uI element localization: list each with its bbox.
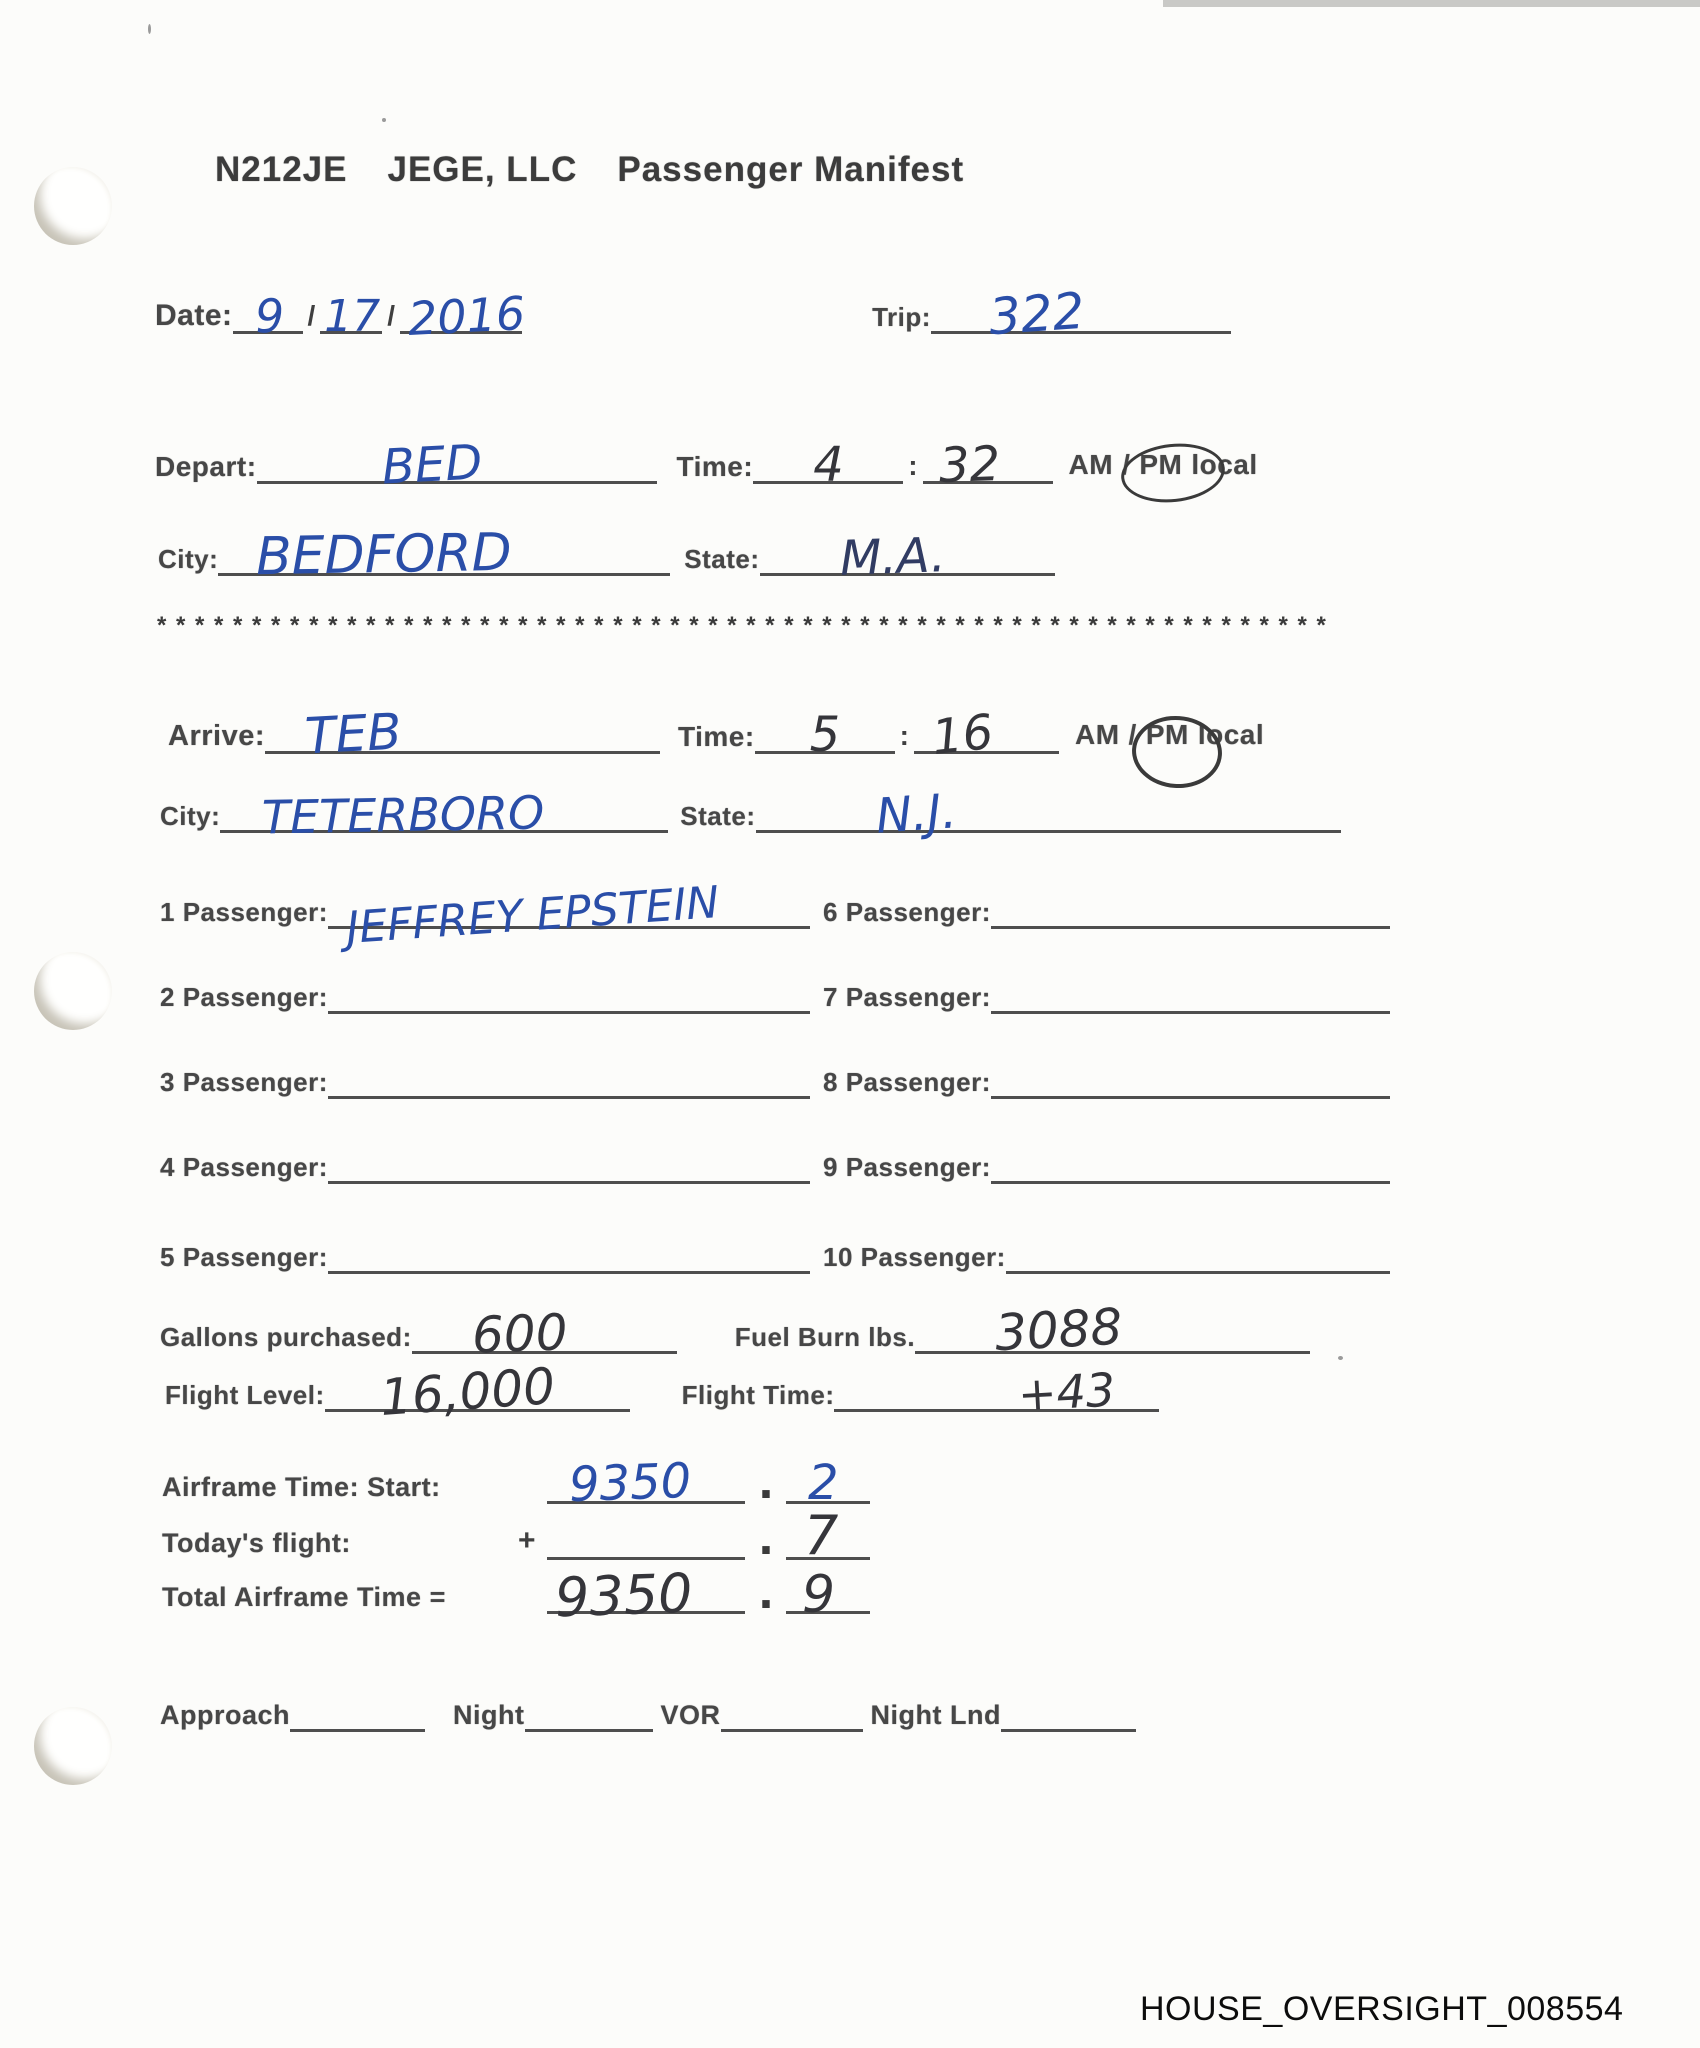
flight-time-value-field <box>1014 1362 1159 1422</box>
arrive-minute-field <box>914 703 1059 767</box>
fuel-burn-value: 3088 <box>993 1297 1124 1363</box>
local-label: local <box>1191 448 1258 480</box>
arrive-hour-field <box>755 707 895 763</box>
local-label: local <box>1197 718 1265 750</box>
flight-level-value: 16,000 <box>377 1356 557 1428</box>
passenger-word: Passenger: <box>182 1151 328 1182</box>
hole-punch <box>34 952 112 1030</box>
approach-field <box>290 1699 425 1732</box>
todays-flight-label: Today's flight: <box>162 1527 351 1558</box>
passenger-word: Passenger: <box>845 1066 991 1097</box>
scan-speck <box>148 24 151 34</box>
date-month-value: 9 <box>253 288 285 344</box>
date-trip-row <box>155 276 1231 347</box>
total-airframe-field <box>547 1561 745 1630</box>
passenger-7-label <box>823 981 991 1014</box>
time-colon: : <box>908 450 918 481</box>
depart-hour-field <box>753 437 903 493</box>
airframe-start-row <box>162 1452 962 1514</box>
passenger-slot-6 <box>823 888 1390 929</box>
scan-speck <box>382 118 386 122</box>
passenger-6-label <box>823 896 991 929</box>
total-airframe-label: Total Airframe Time = <box>162 1581 446 1612</box>
arrive-minute-value: 16 <box>929 703 996 767</box>
arrive-airport-field <box>265 702 660 766</box>
arrive-label: Arrive: <box>168 719 265 752</box>
flight-time-field <box>834 1371 1014 1412</box>
pm-label <box>1146 720 1189 754</box>
todays-flight-row <box>162 1504 962 1567</box>
airframe-start-field <box>547 1452 745 1514</box>
vor-label: VOR <box>660 1699 721 1730</box>
passenger-word: Passenger: <box>182 1241 328 1272</box>
passenger-4-label <box>160 1151 328 1184</box>
passenger-6-field <box>991 888 1390 929</box>
arrive-state-label: State: <box>680 800 756 831</box>
ampm-slash: / <box>1128 718 1137 750</box>
approach-label: Approach <box>160 1699 291 1730</box>
passenger-slot-4 <box>160 1143 810 1184</box>
depart-airport-field <box>257 434 657 496</box>
total-airframe-row <box>162 1561 962 1630</box>
pm-text: PM <box>1139 448 1183 480</box>
passenger-word: Passenger: <box>860 1241 1006 1272</box>
total-airframe-decimal-field <box>786 1565 870 1625</box>
ampm-slash: / <box>1122 448 1131 480</box>
depart-city-row <box>158 518 1055 588</box>
depart-label: Depart: <box>155 450 257 482</box>
pm-text: PM <box>1145 718 1189 750</box>
passenger-number: 1 <box>160 896 175 927</box>
arrive-hour-value: 5 <box>809 707 841 763</box>
passenger-number: 7 <box>823 981 838 1012</box>
passenger-10-field <box>1006 1233 1390 1274</box>
passenger-slot-8 <box>823 1058 1390 1099</box>
depart-minute-field <box>923 435 1053 495</box>
passenger-4-field <box>328 1143 810 1184</box>
passenger-1-label <box>160 896 328 929</box>
passenger-slot-3 <box>160 1058 810 1099</box>
passenger-10-label <box>823 1241 1006 1274</box>
passenger-3-label <box>160 1066 328 1099</box>
flight-level-label: Flight Level: <box>165 1379 325 1410</box>
gallons-purchased-field <box>412 1303 677 1365</box>
time-colon: : <box>899 720 909 751</box>
arrive-airport-value: TEB <box>303 702 403 766</box>
flight-time-label: Flight Time: <box>681 1379 835 1410</box>
trip-field <box>931 281 1231 347</box>
passenger-slot-9 <box>823 1143 1390 1184</box>
arrive-row <box>168 698 1265 767</box>
passenger-number: 10 <box>823 1241 853 1272</box>
depart-airport-value: BED <box>380 434 484 496</box>
passenger-3-field <box>328 1058 810 1099</box>
gallons-fuelburn-row <box>160 1297 1310 1365</box>
passenger-slot-7 <box>823 973 1390 1014</box>
arrive-time-label: Time: <box>678 720 755 752</box>
passenger-number: 6 <box>823 896 838 927</box>
todays-flight-decimal: 7 <box>804 1504 839 1567</box>
fuel-burn-field <box>915 1297 1310 1363</box>
night-field <box>525 1699 653 1732</box>
passenger-word: Passenger: <box>845 1151 991 1182</box>
passenger-slot-10 <box>823 1233 1390 1274</box>
date-slash: / <box>307 300 316 331</box>
depart-time-label: Time: <box>676 450 754 482</box>
passenger-word: Passenger: <box>182 981 328 1012</box>
passenger-word: Passenger: <box>845 981 991 1012</box>
flightlevel-flighttime-row <box>165 1356 1159 1428</box>
passenger-row-1-6 <box>160 877 1390 954</box>
trip-value: 322 <box>987 281 1087 347</box>
arrive-city-field <box>220 785 668 845</box>
date-day-field <box>320 291 382 342</box>
passenger-word: Passenger: <box>845 896 991 927</box>
passenger-row-2-7 <box>160 973 1390 1014</box>
passenger-slot-5 <box>160 1233 810 1274</box>
fuel-burn-label: Fuel Burn lbs. <box>734 1321 916 1352</box>
passenger-9-label <box>823 1151 991 1184</box>
gallons-purchased-label: Gallons purchased: <box>160 1321 412 1352</box>
passenger-number: 9 <box>823 1151 838 1182</box>
depart-row <box>155 428 1258 496</box>
flight-time-value: +43 <box>1017 1362 1117 1422</box>
arrive-city-label: City: <box>160 800 221 831</box>
depart-state-field <box>760 527 1055 587</box>
arrive-state-value: N.J. <box>873 783 958 845</box>
passenger-number: 2 <box>160 981 175 1012</box>
night-label: Night <box>453 1699 525 1730</box>
depart-city-label: City: <box>158 543 219 574</box>
passenger-number: 4 <box>160 1151 175 1182</box>
todays-flight-field <box>547 1519 745 1560</box>
hole-punch <box>34 167 112 245</box>
scan-speck <box>1338 1356 1343 1360</box>
asterisk-separator: * * * * * * * * * * * * * * * * * * * * * * * * * * * * * * * * * * * * * * * * * * * * * * * * * * * * * * * * * * * * * * <box>157 612 1328 639</box>
decimal-point: . <box>758 1459 774 1508</box>
arrive-ampm-group <box>1075 720 1264 754</box>
passenger-8-field <box>991 1058 1390 1099</box>
airframe-start-decimal: 2 <box>808 1455 839 1511</box>
passenger-word: Passenger: <box>182 1066 328 1097</box>
todays-flight-decimal-field <box>786 1504 870 1567</box>
landing-stats-row <box>160 1690 1136 1732</box>
passenger-row-5-10 <box>160 1233 1390 1274</box>
night-lnd-label: Night Lnd <box>870 1699 1001 1730</box>
date-year-value: 2016 <box>406 285 527 347</box>
passenger-number: 5 <box>160 1241 175 1272</box>
tail-number: N212JE <box>215 150 348 189</box>
passenger-number: 3 <box>160 1066 175 1097</box>
vor-field <box>721 1699 863 1732</box>
plus-sign: + <box>518 1524 536 1557</box>
depart-hour-value: 4 <box>813 437 844 493</box>
passenger-9-field <box>991 1143 1390 1184</box>
gallons-purchased-value: 600 <box>470 1303 569 1365</box>
total-airframe-decimal: 9 <box>802 1565 836 1625</box>
pm-label <box>1139 450 1182 484</box>
passenger-1-field <box>328 877 810 954</box>
date-month-field <box>233 288 303 344</box>
company-name: JEGE, LLC <box>387 150 578 189</box>
total-airframe-value: 9350 <box>553 1561 694 1630</box>
passenger-slot-1 <box>160 877 810 954</box>
passenger-5-label <box>160 1241 328 1274</box>
passenger-8-label <box>823 1066 991 1099</box>
passenger-2-label <box>160 981 328 1014</box>
am-label: AM <box>1075 718 1120 750</box>
depart-city-value: BEDFORD <box>255 522 513 588</box>
form-name: Passenger Manifest <box>617 150 965 189</box>
decimal-point: . <box>758 1515 774 1564</box>
passenger-1-value: JEFFREY EPSTEIN <box>344 877 721 954</box>
arrive-state-field <box>756 783 1341 845</box>
date-day-value: 17 <box>324 291 381 342</box>
date-year-field <box>400 285 527 347</box>
arrive-city-value: TETERBORO <box>261 785 545 845</box>
hole-punch <box>34 1707 112 1785</box>
airframe-start-decimal-field <box>786 1455 870 1511</box>
depart-state-label: State: <box>684 543 760 574</box>
form-title <box>215 150 964 190</box>
flight-level-field <box>325 1356 630 1428</box>
depart-minute-value: 32 <box>937 435 1001 495</box>
decimal-point: . <box>758 1569 774 1618</box>
passenger-row-3-8 <box>160 1058 1390 1099</box>
passenger-row-4-9 <box>160 1143 1390 1184</box>
bates-stamp: HOUSE_OVERSIGHT_008554 <box>1140 1990 1624 2028</box>
am-label: AM <box>1068 448 1114 480</box>
scan-artifact-strip <box>1163 0 1700 7</box>
airframe-start-value: 9350 <box>568 1452 693 1514</box>
arrive-city-row <box>160 775 1341 845</box>
date-slash: / <box>387 300 396 331</box>
passenger-slot-2 <box>160 973 810 1014</box>
passenger-5-field <box>328 1233 810 1274</box>
airframe-start-label: Airframe Time: Start: <box>162 1471 441 1502</box>
passenger-number: 8 <box>823 1066 838 1097</box>
depart-ampm-group <box>1069 450 1258 484</box>
trip-label: Trip: <box>872 301 931 332</box>
night-lnd-field <box>1001 1699 1136 1732</box>
depart-city-field <box>218 522 670 588</box>
depart-state-value: M.A. <box>838 527 947 587</box>
passenger-7-field <box>991 973 1390 1014</box>
passenger-word: Passenger: <box>182 896 328 927</box>
date-label: Date: <box>155 298 233 332</box>
passenger-2-field <box>328 973 810 1014</box>
